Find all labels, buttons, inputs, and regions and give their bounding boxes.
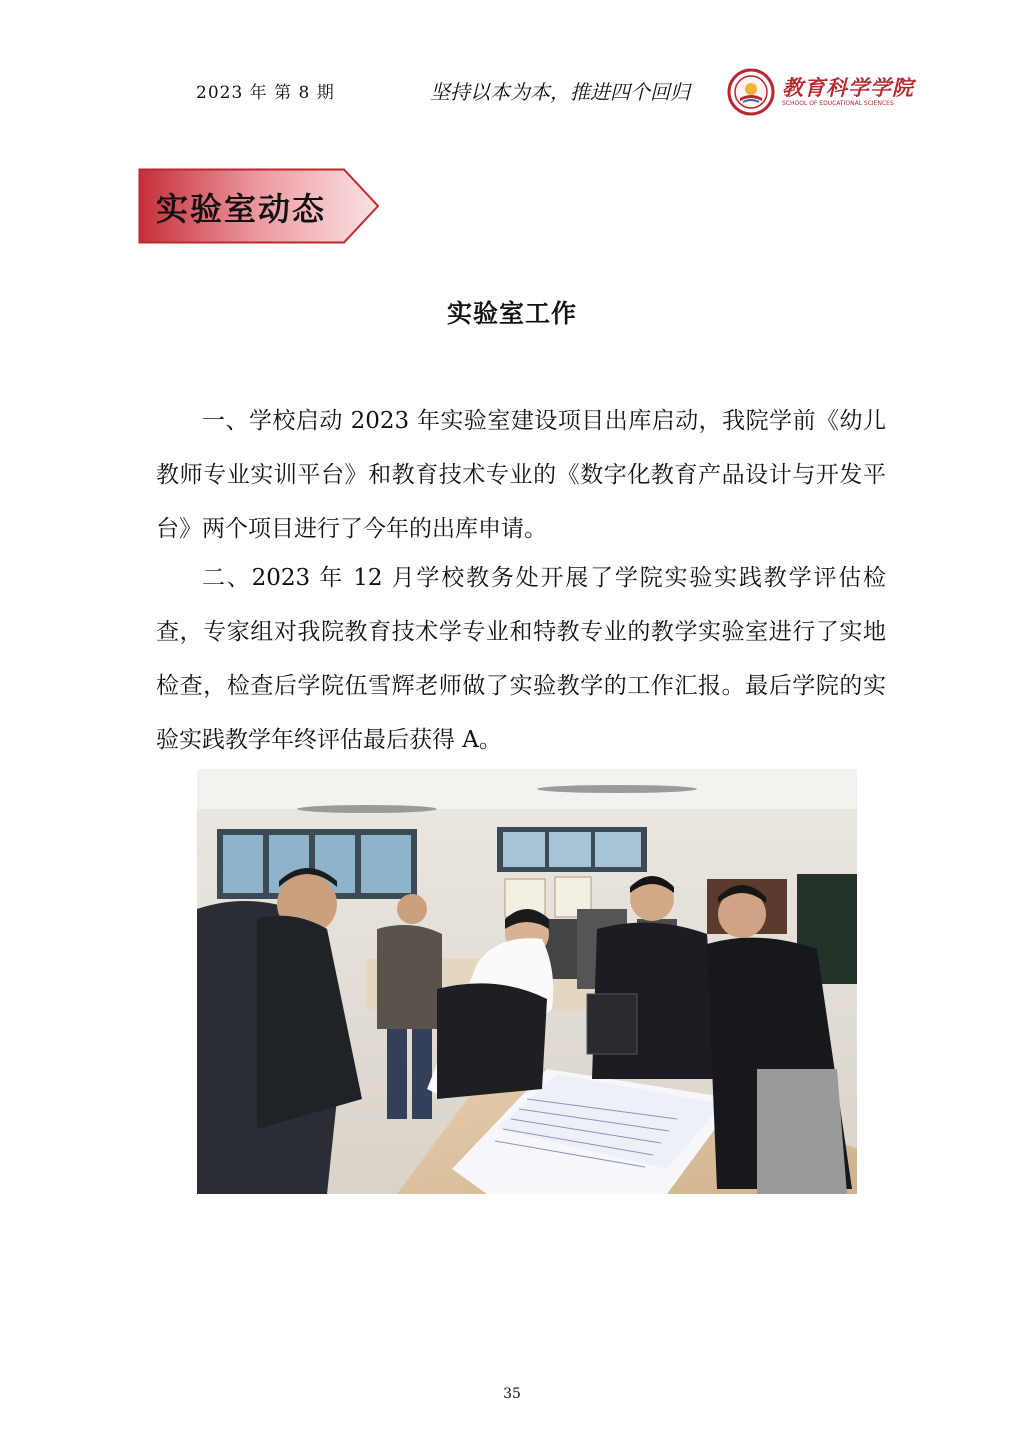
photo-illustration	[197, 769, 857, 1194]
page-number: 35	[503, 1386, 521, 1402]
section-banner-label: 实验室动态	[156, 190, 327, 228]
college-name: 教育科学学院	[782, 75, 914, 100]
article-title: 实验室工作	[446, 299, 577, 328]
lab-inspection-photo	[197, 769, 857, 1194]
college-seal-icon	[726, 68, 776, 118]
article-paragraph-1: 一、学校启动 2023 年实验室建设项目出库启动，我院学前《幼儿教师专业实训平台》和教育技术专业的《数字化教育产品设计与开发平台》两个项目进行了今年的出库申请。	[156, 408, 886, 542]
header-motto: 坚持以本为本，推进四个回归	[430, 80, 690, 104]
issue-label: 2023 年 第 8 期	[196, 83, 335, 103]
article-paragraph-2: 二、2023 年 12 月学校教务处开展了学院实验实践教学评估检查，专家组对我院教育技术学专业和特教专业的教学实验室进行了实地检查，检查后学院伍雪辉老师做了实验教学的工作汇报。最后学院的实验实践教学年终评估最后获得 A。	[156, 565, 886, 753]
page-header	[0, 74, 1024, 114]
college-logo	[726, 68, 914, 116]
college-name-en: SCHOOL OF EDUCATIONAL SCIENCES	[782, 100, 894, 107]
section-banner	[138, 168, 380, 244]
